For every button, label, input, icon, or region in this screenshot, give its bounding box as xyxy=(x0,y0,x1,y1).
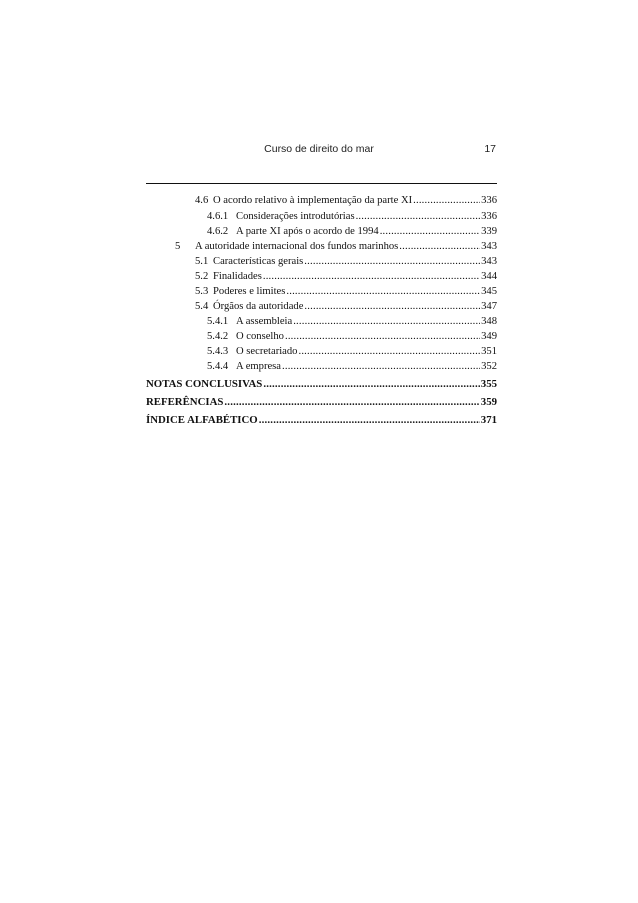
toc-entry[interactable] xyxy=(195,285,497,298)
toc-entry-title: O acordo relativo à implementação da parte XI xyxy=(213,195,413,206)
toc-entry-title: Poderes e limites xyxy=(213,286,286,297)
toc-entry-page: 343 xyxy=(481,256,497,267)
toc-leader-dots xyxy=(286,285,480,298)
toc-entry[interactable] xyxy=(195,300,497,313)
toc-entry-number: 5.4 xyxy=(195,301,209,312)
toc-entry-page: 355 xyxy=(480,378,497,390)
toc-entry[interactable] xyxy=(207,315,497,328)
toc-entry-title: REFERÊNCIAS xyxy=(146,396,224,408)
toc-entry[interactable] xyxy=(195,194,497,207)
toc-leader-dots xyxy=(282,360,480,373)
toc-entry[interactable] xyxy=(175,240,497,253)
toc-entry-title: Considerações introdutórias xyxy=(236,211,355,222)
toc-entry-number: 5.4.1 xyxy=(207,316,229,327)
toc-entry-chapter[interactable] xyxy=(146,414,497,427)
toc-entry[interactable] xyxy=(207,360,497,373)
toc-entry-number: 5.3 xyxy=(195,286,209,297)
toc-entry-title: Características gerais xyxy=(213,256,304,267)
toc-entry[interactable] xyxy=(207,345,497,358)
toc-entry-number: 5.4.3 xyxy=(207,346,229,357)
toc-entry-page: 344 xyxy=(481,271,497,282)
toc-leader-dots xyxy=(413,194,480,207)
toc-entry-page: 347 xyxy=(481,301,497,312)
toc-entry-page: 339 xyxy=(481,226,497,237)
toc-entry-title: A autoridade internacional dos fundos marinhos xyxy=(195,241,399,252)
toc-entry-number: 4.6.1 xyxy=(207,211,229,222)
toc-entry-page: 345 xyxy=(481,286,497,297)
toc-leader-dots xyxy=(263,378,479,391)
toc-entry-page: 359 xyxy=(480,396,497,408)
toc-entry-title: Finalidades xyxy=(213,271,262,282)
toc-entry-number: 5.2 xyxy=(195,271,209,282)
toc-leader-dots xyxy=(263,270,480,283)
toc-entry-number: 5 xyxy=(175,241,181,252)
toc-leader-dots xyxy=(224,396,479,409)
toc-entry-page: 336 xyxy=(481,195,497,206)
running-header-title: Curso de direito do mar xyxy=(264,143,374,155)
toc-leader-dots xyxy=(285,330,480,343)
toc-entry-title: A parte XI após o acordo de 1994 xyxy=(236,226,379,237)
toc-leader-dots xyxy=(304,300,480,313)
toc-entry-page: 343 xyxy=(481,241,497,252)
toc-entry-page: 371 xyxy=(480,414,497,426)
toc-leader-dots xyxy=(304,255,480,268)
toc-entry-number: 5.4.4 xyxy=(207,361,229,372)
toc-entry-title: A empresa xyxy=(236,361,282,372)
toc-entry-chapter[interactable] xyxy=(146,396,497,409)
toc-entry-title: Órgãos da autoridade xyxy=(213,301,304,312)
toc-entry-page: 348 xyxy=(481,316,497,327)
toc-leader-dots xyxy=(293,315,480,328)
toc-entry[interactable] xyxy=(207,210,497,223)
toc-entry-page: 349 xyxy=(481,331,497,342)
toc-entry[interactable] xyxy=(195,270,497,283)
toc-entry-chapter[interactable] xyxy=(146,378,497,391)
page-number: 17 xyxy=(484,143,496,155)
toc-entry-number: 5.1 xyxy=(195,256,209,267)
toc-entry-page: 336 xyxy=(481,211,497,222)
toc-entry-page: 352 xyxy=(481,361,497,372)
toc-entry-number: 5.4.2 xyxy=(207,331,229,342)
toc-entry-title: A assembleia xyxy=(236,316,293,327)
toc-leader-dots xyxy=(298,345,480,358)
toc-entry[interactable] xyxy=(207,225,497,238)
toc-entry-page: 351 xyxy=(481,346,497,357)
toc-leader-dots xyxy=(399,240,480,253)
toc-entry-title: O secretariado xyxy=(236,346,298,357)
toc-entry-title: O conselho xyxy=(236,331,284,342)
toc-entry-title: ÍNDICE ALFABÉTICO xyxy=(146,414,258,426)
toc-entry[interactable] xyxy=(207,330,497,343)
toc-leader-dots xyxy=(380,225,480,238)
toc-leader-dots xyxy=(259,414,480,427)
toc-entry-number: 4.6 xyxy=(195,195,209,206)
toc-entry-number: 4.6.2 xyxy=(207,226,229,237)
toc-entry[interactable] xyxy=(195,255,497,268)
toc-entry-title: NOTAS CONCLUSIVAS xyxy=(146,378,263,390)
toc-leader-dots xyxy=(356,210,481,223)
